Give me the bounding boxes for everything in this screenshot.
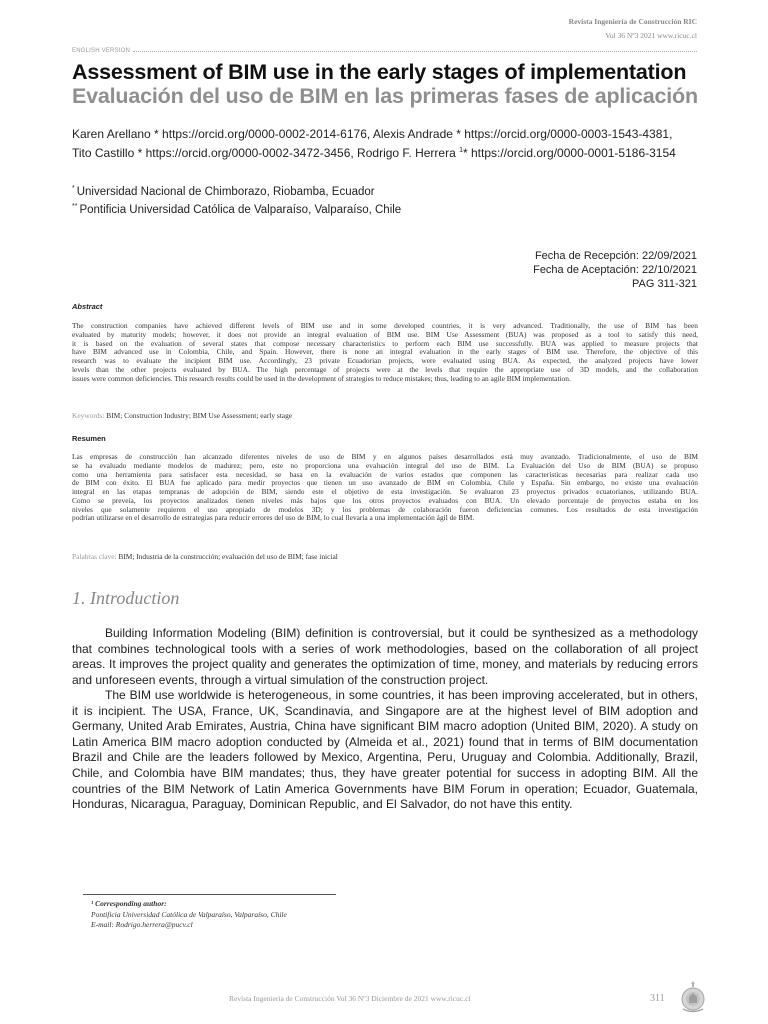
abstract-line: evaluated by maturity models; however, it does not provide an integral evaluation of BIM use. BIM Use Assessment (BUA) was proposed as a tool to satisfy this need, <box>72 330 698 339</box>
university-seal-icon <box>680 980 706 1014</box>
paragraph-line: Latin America BIM macro adoption conducted by (Almeida et al., 2021) found that in terms of BIM documentation <box>72 734 698 749</box>
paragraph-line: The BIM use worldwide is heterogeneous, in some countries, it has been improving accelerated, but in others, <box>105 688 698 702</box>
paragraph-line: that combines technological tools with a series of work methodologies, based on the collaboration of all project <box>72 641 698 656</box>
resumen-line: como una herramienta para satisfacer esta necesidad, se basa en la evaluación de varios estados que componen las características necesarias para realizar cada uso <box>72 470 698 479</box>
footnote-email: E-mail: Rodrigo.herrera@pucv.cl <box>91 920 193 929</box>
paragraph-line: and unforeseen events, through a virtual simulation of the construction project. <box>72 672 489 687</box>
footnote-divider <box>83 894 336 895</box>
resumen-line: podrían utilizarse en el desarrollo de estrategias para reducir errores del uso de BIM, lo cual llevaría a una implementación ágil de BIM. <box>72 514 475 523</box>
palabras-clave-text: BIM; Industria de la construcción; evaluación del uso de BIM; fase inicial <box>116 552 338 561</box>
resumen-line: se ha evaluado mediante modelos de madurez; pero, este no proporciona una evaluación integral del uso de BIM. La Evaluación del Uso de BIM (BUA) se propuso <box>72 461 698 470</box>
abstract-body <box>72 322 698 383</box>
resumen-body <box>72 453 698 523</box>
affiliation-1-text: Universidad Nacional de Chimborazo, Riobamba, Ecuador <box>76 186 375 198</box>
resumen-line: niveles que solamente requieren el uso apropiado de modelos 3D; y los problemas de colaboración fueron deficiencias comunes. Los resultados de esta investigación <box>72 505 698 514</box>
affiliation-1 <box>72 185 375 198</box>
version-divider <box>133 51 697 52</box>
paragraph-line: Germany, United Arab Emirates, Austria, China have significant BIM macro adoption (United BIM, 2020). A study on <box>72 719 698 734</box>
abstract-line: it is based on the evaluation of several states that compose necessary characteristics to perform each BIM use successfully. BUA was applied to measure projects that <box>72 339 698 348</box>
paragraph-line: Building Information Modeling (BIM) definition is controversial, but it could be synthesized as a methodology <box>105 626 698 640</box>
affiliation-2-mark: ** <box>72 203 78 210</box>
introduction-heading: 1. Introduction <box>72 588 180 608</box>
affiliation-1-mark: * <box>72 185 75 192</box>
title-spanish: Evaluación del uso de BIM en las primeras fases de aplicación <box>72 84 698 108</box>
author-footnote-mark: 1 <box>459 147 463 154</box>
footnote-heading: ¹ Corresponding author: <box>91 899 167 908</box>
paragraph-line: countries of the BIM Network of Latin America Governments have BIM Forum in operation; Ecuador, Guatemala, <box>72 781 698 796</box>
footnote-affiliation: Pontificia Universidad Católica de Valparaíso, Valparaíso, Chile <box>91 910 287 919</box>
abstract-heading: Abstract <box>72 302 103 311</box>
journal-volume: Vol 36 Nº3 2021 www.ricuc.cl <box>605 31 697 40</box>
keywords <box>72 411 292 420</box>
page-number: 311 <box>650 993 665 1004</box>
keywords-text: BIM; Construction Industry; BIM Use Assessment; early stage <box>104 411 293 420</box>
journal-name: Revista Ingeniería de Construcción RIC <box>568 17 697 26</box>
date-accepted: Fecha de Aceptación: 22/10/2021 <box>533 264 697 276</box>
affiliation-2-text: Pontificia Universidad Católica de Valparaíso, Valparaíso, Chile <box>79 204 402 216</box>
palabras-clave-label: Palabras clave: <box>72 552 117 561</box>
palabras-clave <box>72 552 338 561</box>
abstract-line: issues were common deficiencies. This research results could be used in the development of strategies to reduce mistakes; thus, leading to an agile BIM implementation. <box>72 374 571 383</box>
authors-line-2-start: Tito Castillo * https://orcid.org/0000-0002-3472-3456, Rodrigo F. Herrera <box>72 146 460 160</box>
resumen-line: Como se preveía, los proyectos analizados tienen niveles más bajos que los otros proyectos evaluados con BUA. Un elevado porcentaje de proyectos estaba en los <box>72 496 698 505</box>
abstract-line: levels than the other projects evaluated by BUA. The high percentage of projects were at the levels that require the appropriate use of 3D models, and the collaboration <box>72 365 698 374</box>
authors-line-2-end: * https://orcid.org/0000-0001-5186-3154 <box>463 146 676 160</box>
resumen-line: integral en las etapas tempranas de adopción de BIM, siendo este el objetivo de esta investigación. Se evaluaron 23 proyectos privados ecuatorianos, utilizando BUA. <box>72 488 698 496</box>
version-label: ENGLISH VERSION <box>72 48 131 54</box>
resumen-heading: Resumen <box>72 434 106 443</box>
paragraph-line: it is incipient. The USA, France, UK, Scandinavia, and Singapore are at the highest level of BIM adoption and <box>72 703 698 718</box>
title-english: Assessment of BIM use in the early stages of implementation <box>72 60 687 84</box>
authors-line-1: Karen Arellano * https://orcid.org/0000-0002-2014-6176, Alexis Andrade * https://orcid.org/0000-0003-1543-4381, <box>72 127 673 141</box>
resumen-line: de BIM con éxito. El BUA fue aplicado para medir proyectos que tienen un uso avanzado de BIM en Colombia, Chile y España. Sin embargo, no existe una evaluación <box>72 479 698 488</box>
date-received: Fecha de Recepción: 22/09/2021 <box>534 250 697 262</box>
resumen-line: Las empresas de construcción han alcanzado diferentes niveles de uso de BIM y en algunos países desarrollados está muy avanzado. Tradicionalmente, el uso de BIM <box>72 453 698 461</box>
affiliation-2 <box>72 203 401 216</box>
paragraph-line: Chile, and Colombia have BIM mandates; thus, they have greater potential for success in adopting BIM. All the <box>72 765 698 780</box>
introduction-paragraph-1 <box>72 626 698 688</box>
paragraph-line: Brazil and Chile are the leaders followed by Mexico, Argentina, Peru, Uruguay and Colombia. Additionally, Brazil, <box>72 750 698 765</box>
paragraph-line: Honduras, Nicaragua, Paraguay, Dominican Republic, and El Salvador, do not have this entity. <box>72 797 573 812</box>
introduction-paragraph-2 <box>72 688 698 813</box>
abstract-line: research was to evaluate the incipient BIM use. Accordingly, 23 private Ecuadorian projects, were evaluated using BUA. As expected, the analyzed projects have lower <box>72 357 698 365</box>
abstract-line: have BIM advanced use in Colombia, Chile, and Spain. However, there is none an integral evaluation in the early stages of BIM use. Therefore, the objective of this <box>72 348 698 357</box>
footer-journal: Revista Ingeniería de Construcción Vol 36 Nº3 Diciembre de 2021 www.ricuc.cl <box>229 994 471 1003</box>
page-range: PAG 311-321 <box>631 278 697 290</box>
abstract-line: The construction companies have achieved different levels of BIM use and in some developed countries, it is very advanced. Traditionally, the use of BIM has been <box>72 322 698 330</box>
version-row <box>72 44 697 54</box>
keywords-label: Keywords: <box>72 411 105 420</box>
paragraph-line: areas. It improves the project quality and generates the optimization of time, money, and materials by reducing errors <box>72 657 698 672</box>
authors-line-2 <box>72 142 700 162</box>
